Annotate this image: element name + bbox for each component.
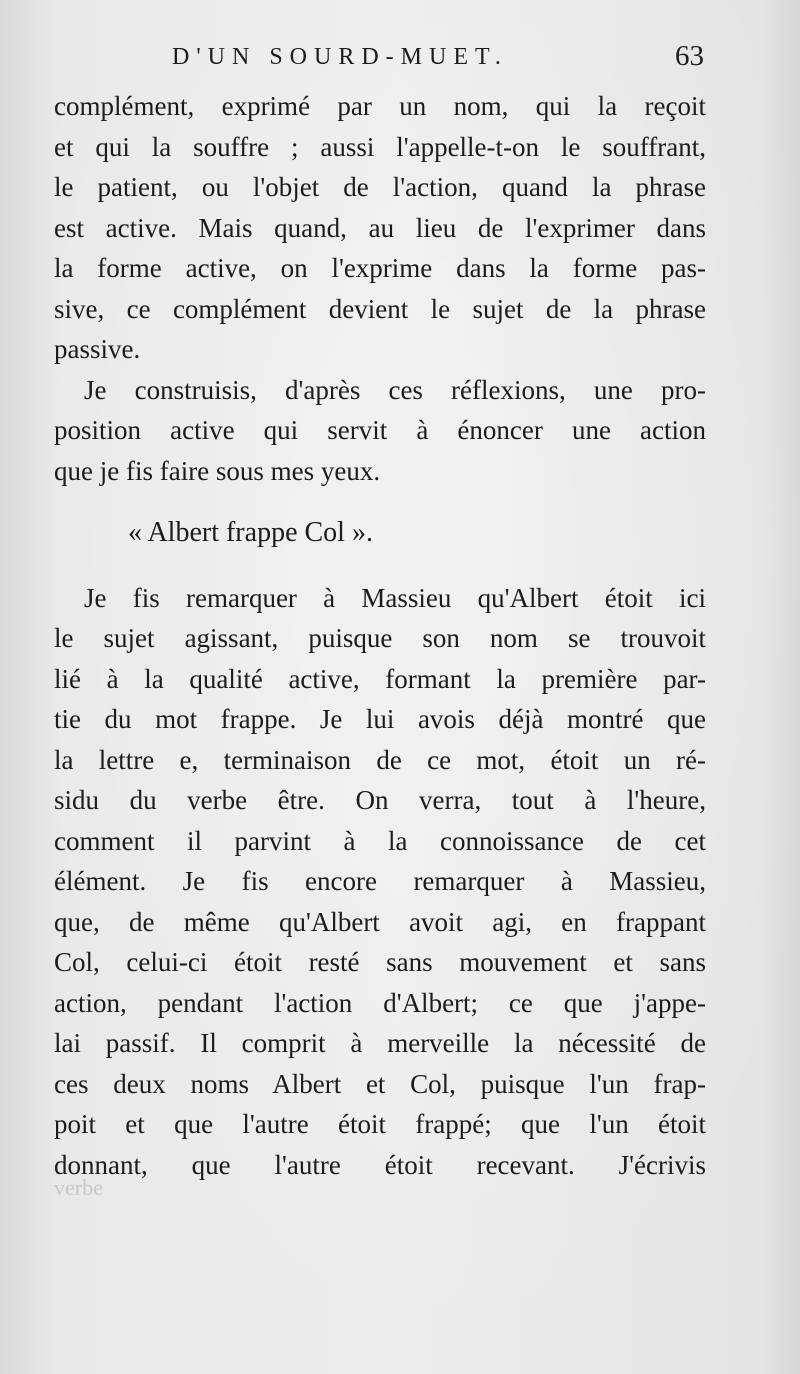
text-line: passive. [54,334,141,364]
text-line: tie du mot frappe. Je lui avois déjà montré que [54,704,706,734]
text-line: et qui la souffre ; aussi l'appelle-t-on le souffrant, [54,131,706,162]
text-line: que, de même qu'Albert avoit agi, en frappant [54,906,706,937]
text-line: ces deux noms Albert et Col, puisque l'un frap- [54,1068,706,1099]
text-line: la forme active, on l'exprime dans la forme pas- [54,253,706,283]
text-line: action, pendant l'action d'Albert; ce que j'appe- [54,987,706,1018]
text-line: est active. Mais quand, au lieu de l'exprimer dans [54,212,706,243]
text-line: comment il parvint à la connoissance de cet [54,825,706,856]
text-line: que je fis faire sous mes yeux. [54,455,381,486]
example-sentence: « Albert frappe Col ». [128,517,373,548]
text-line: la lettre e, terminaison de ce mot, étoit un ré- [54,744,706,775]
paragraph-2 [54,370,706,492]
text-line: le patient, ou l'objet de l'action, quand la phrase [54,172,706,202]
paragraph-1 [54,86,706,370]
text-line: sidu du verbe être. On verra, tout à l'heure, [54,785,706,815]
body-text [54,86,706,1185]
text-line: élément. Je fis encore remarquer à Massieu, [54,866,706,896]
page-number: 63 [675,40,704,72]
running-head: D'UN SOURD-MUET. [172,44,508,70]
text-line: Col, celui-ci étoit resté sans mouvement et sans [54,947,706,977]
text-line: poit et que l'autre étoit frappé; que l'un étoit [54,1109,706,1139]
text-line: sive, ce complément devient le sujet de la phrase [54,293,706,324]
text-line: donnant, que l'autre étoit recevant. J'écrivis [54,1149,706,1180]
text-line: lai passif. Il comprit à merveille la nécessité de [54,1028,706,1058]
text-line: le sujet agissant, puisque son nom se trouvoit [54,623,706,653]
text-line: lié à la qualité active, formant la première par- [54,663,706,694]
text-line: Je fis remarquer à Massieu qu'Albert étoit ici [84,582,706,613]
bleedthrough-text: verbe [54,1175,103,1200]
text-line: position active qui servit à énoncer une action [54,415,706,445]
paragraph-3 [54,578,706,1186]
text-line: Je construisis, d'après ces réflexions, une pro- [84,374,706,405]
page-header [0,40,800,84]
text-line: complément, exprimé par un nom, qui la reçoit [54,91,706,121]
